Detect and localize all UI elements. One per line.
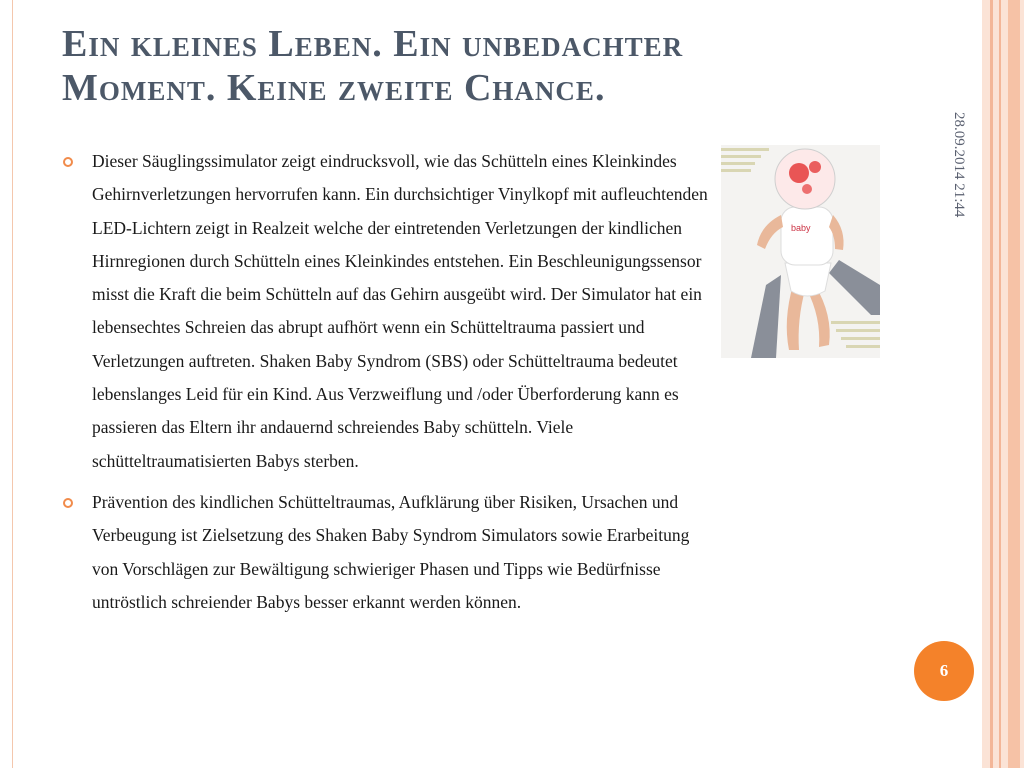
- bullet-item: [60, 486, 710, 619]
- slide-title-line-1: Ein kleines Leben. Ein unbedachter: [62, 23, 684, 65]
- slide-title: [62, 22, 922, 110]
- svg-text:baby: baby: [791, 223, 811, 233]
- baby-simulator-photo: [721, 145, 880, 358]
- bullet-item: [60, 145, 710, 478]
- right-decor-stripe-2: [999, 0, 1001, 768]
- slide-title-line-2: Moment. Keine zweite Chance.: [62, 67, 606, 109]
- right-decor-stripe-1: [990, 0, 993, 768]
- bullet-circle-icon: [63, 157, 73, 167]
- baby-simulator-illustration: [721, 145, 880, 358]
- bullet-text: Dieser Säuglingssimulator zeigt eindrucksvoll, wie das Schütteln eines Kleinkindes Gehirnverletzungen hervorrufen kann. Ein durchsichtiger Vinylkopf mit aufleuchtenden LED-Lichtern zeigt in Realzeit welche der eintretenden Verletzungen der kindlichen Hirnregionen durch Schütteln eines Kleinkindes entstehen. Ein Beschleunigungssensor misst die Kraft die beim Schütteln auf das Gehirn ausgeübt wird. Der Simulator hat ein lebensechtes Schreien das abrupt aufhört wenn ein Schütteltrauma passiert und Verletzungen auftreten. Shaken Baby Syndrom (SBS) oder Schütteltrauma bedeutet lebenslanges Leid für ein Kind. Aus Verzweiflung und /oder Überforderung kann es passieren das Eltern ihr andauernd schreiendes Baby schütteln. Viele schütteltraumatisierten Babys sterben.: [92, 151, 708, 471]
- right-decor-stripe-3: [1008, 0, 1020, 768]
- left-border-line: [12, 0, 13, 768]
- bullet-text: Prävention des kindlichen Schütteltraumas, Aufklärung über Risiken, Ursachen und Verbeugung ist Zielsetzung des Shaken Baby Syndrom Simulators sowie Erarbeitung von Vorschlägen zur Bewältigung schwieriger Phasen und Tipps wie Bedürfnisse untröstlich schreiender Babys besser erkannt werden können.: [92, 491, 690, 612]
- page-number-badge: 6: [914, 641, 974, 701]
- slide-content: [60, 145, 710, 627]
- slide-date: 28.09.2014 21:44: [951, 112, 967, 218]
- bullet-circle-icon: [63, 498, 73, 508]
